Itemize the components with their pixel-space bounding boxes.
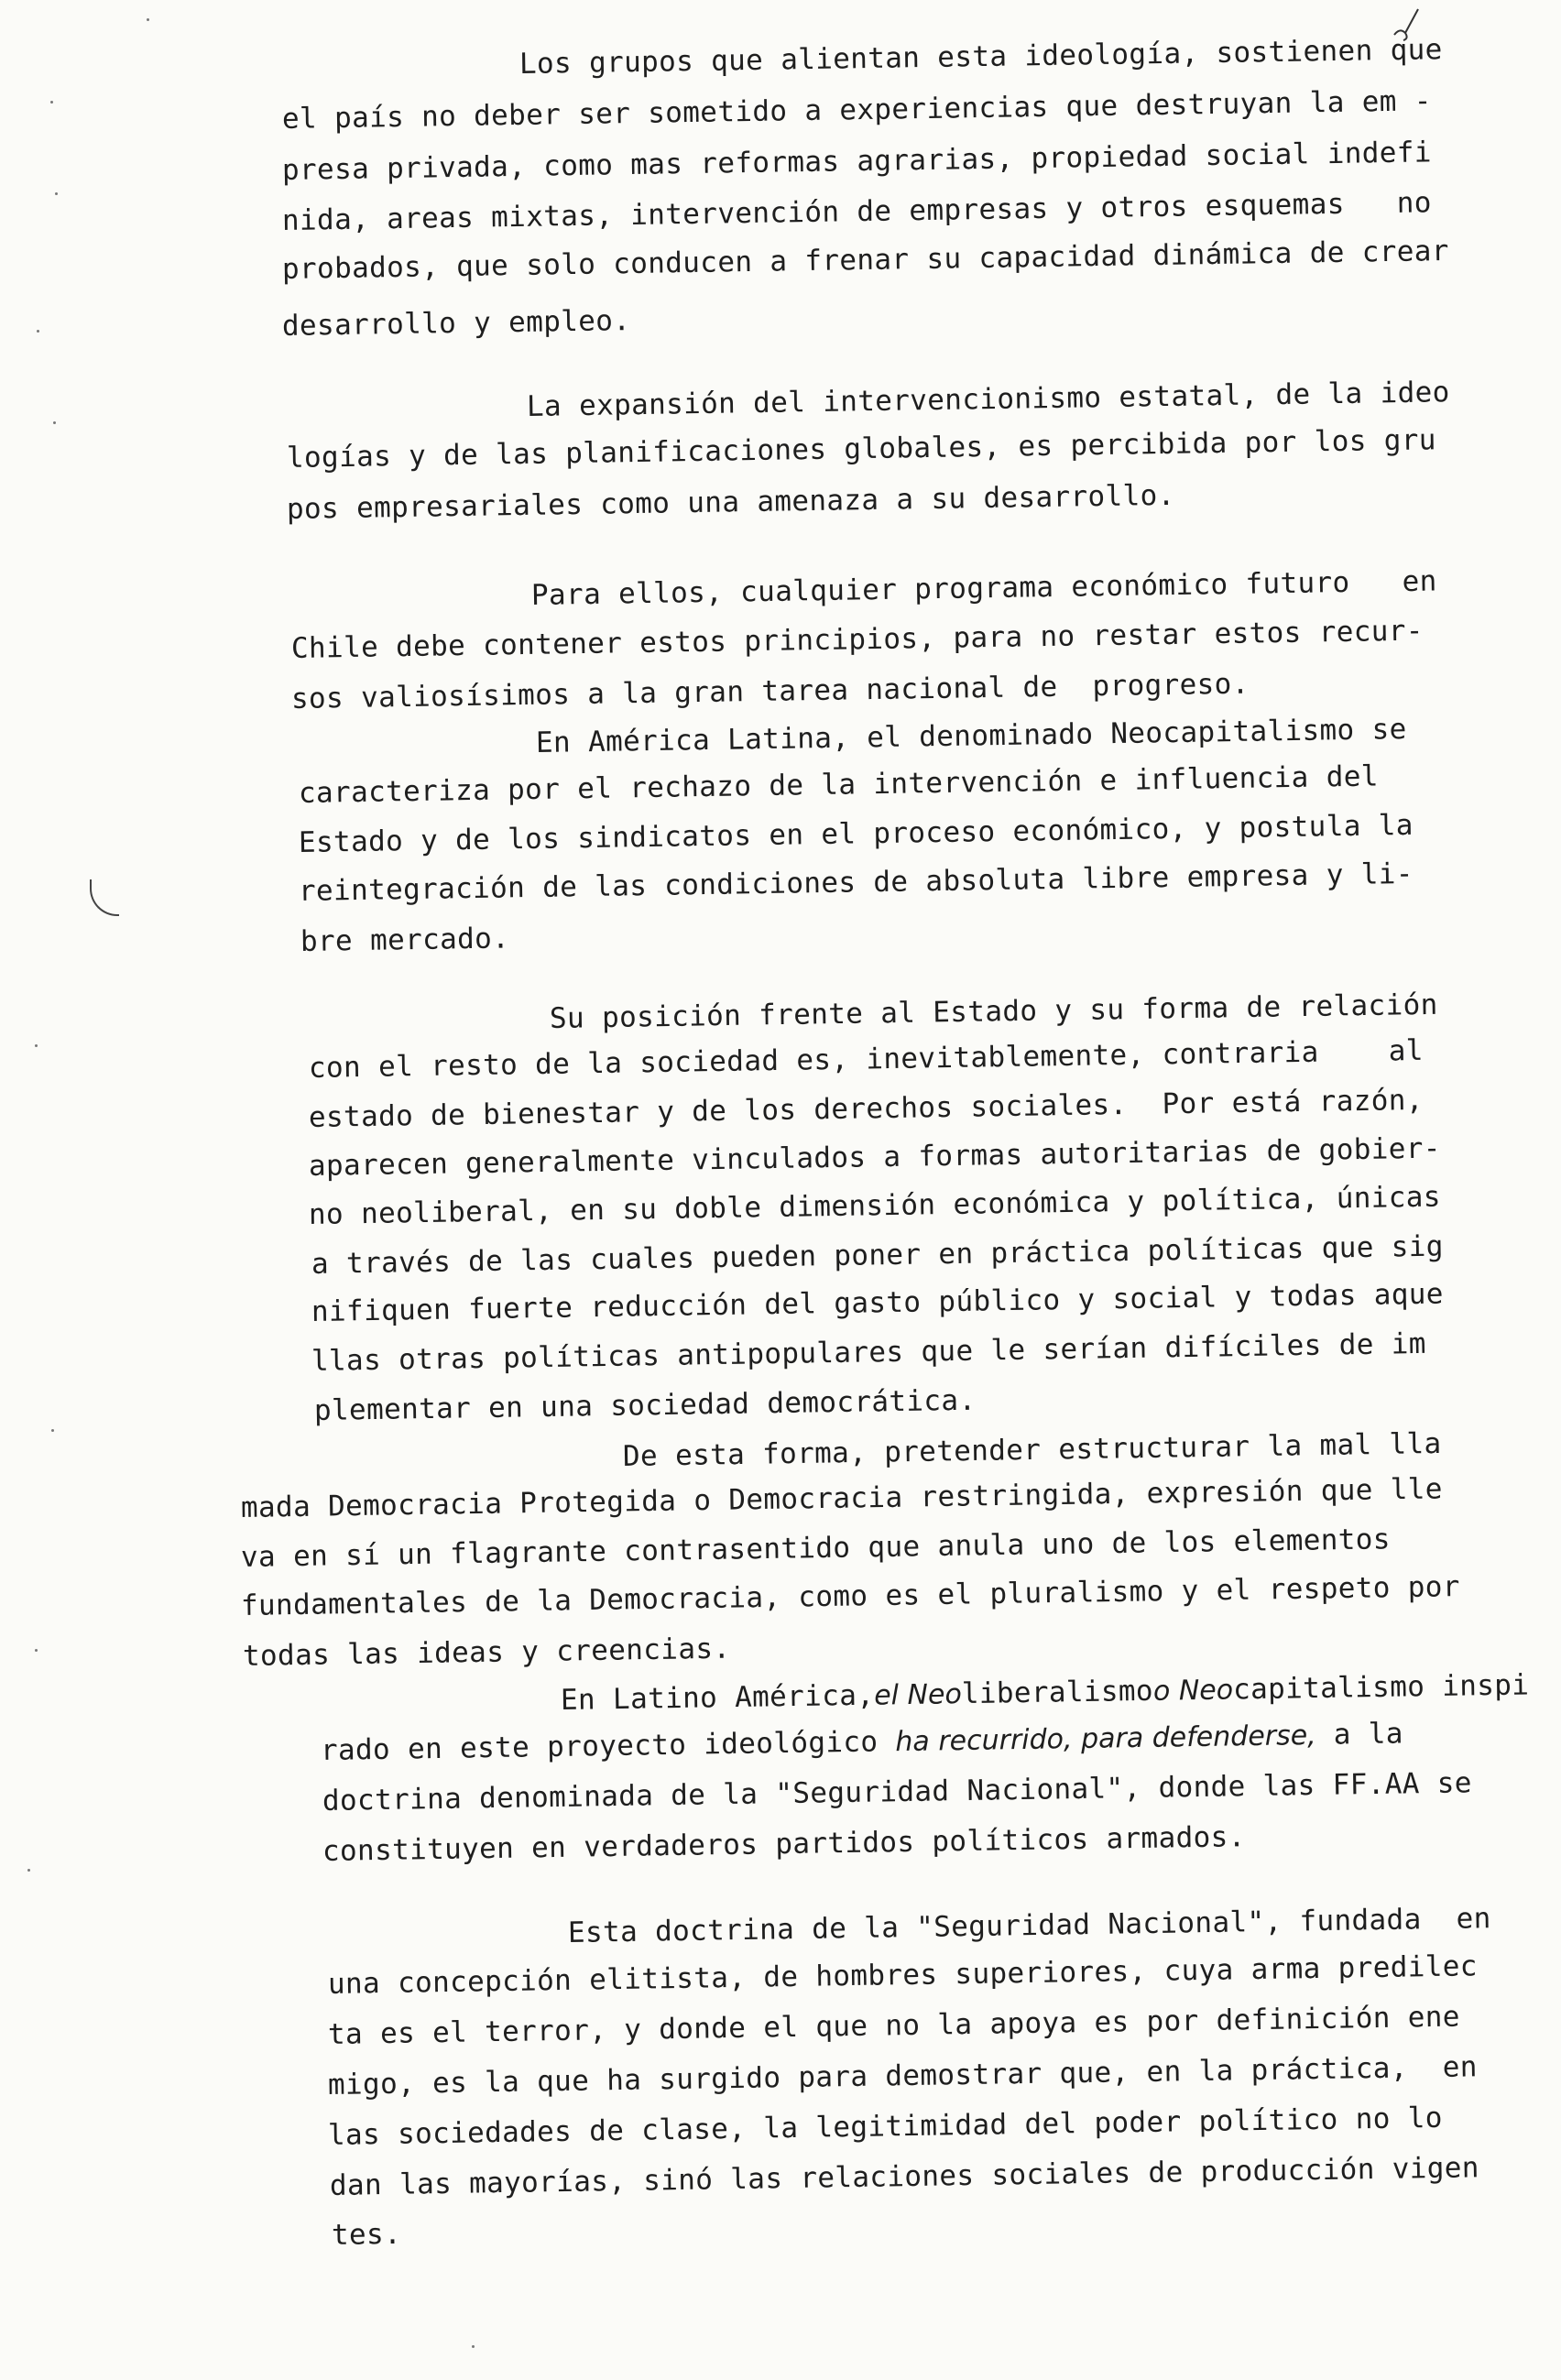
paragraph-4-line: En América Latina, el denominado Neocapitalismo se bbox=[535, 713, 1407, 759]
scan-speck bbox=[37, 330, 39, 333]
typed-text: liberalismo bbox=[961, 1674, 1154, 1711]
paragraph-1-line: presa privada, como mas reformas agrarias, propiedad social indefi bbox=[281, 136, 1433, 187]
typed-text: a la bbox=[1333, 1717, 1404, 1752]
paragraph-5-line: a través de las cuales pueden poner en práctica políticas que sig bbox=[311, 1229, 1445, 1281]
paragraph-6-line: fundamentales de la Democracia, como es el pluralismo y el respeto por bbox=[240, 1570, 1461, 1622]
scan-speck bbox=[27, 1869, 30, 1872]
paragraph-8-line: ta es el terror, y donde el que no la apoya es por definición ene bbox=[327, 2000, 1461, 2051]
paragraph-7-line bbox=[321, 1717, 1403, 1768]
paragraph-1-line: desarrollo y empleo. bbox=[281, 304, 631, 343]
paragraph-2-line: La expansión del intervencionismo estatal, de la ideo bbox=[526, 376, 1450, 423]
paragraph-1-line: nida, areas mixtas, intervención de empresas y otros esquemas no bbox=[281, 186, 1433, 237]
paragraph-5-line: plementar en una sociedad democrática. bbox=[313, 1383, 977, 1427]
paragraph-1-line: el país no deber ser sometido a experiencias que destruyan la em - bbox=[281, 84, 1433, 136]
paragraph-4-line: reintegración de las condiciones de absoluta libre empresa y li- bbox=[298, 857, 1414, 908]
paragraph-8-line: dan las mayorías, sinó las relaciones sociales de producción vigen bbox=[329, 2151, 1480, 2202]
paragraph-6-line: De esta forma, pretender estructurar la mal lla bbox=[622, 1426, 1442, 1473]
paragraph-5-line: aparecen generalmente vinculados a formas autoritarias de gobier- bbox=[308, 1131, 1442, 1183]
typed-text: rado en este proyecto ideológico bbox=[320, 1725, 879, 1767]
paragraph-6-line: mada Democracia Protegida o Democracia restringida, expresión que lle bbox=[240, 1472, 1444, 1524]
scan-speck bbox=[472, 2345, 475, 2348]
paragraph-5-line: no neoliberal, en su doble dimensión económica y política, únicas bbox=[308, 1180, 1442, 1231]
paragraph-4-line: Estado y de los sindicatos en el proceso económico, y postula la bbox=[298, 808, 1414, 859]
handwritten-insertion: ha recurrido, para defenderse, bbox=[895, 1719, 1316, 1759]
paragraph-8-line: migo, es la que ha surgido para demostrar que, en la práctica, en bbox=[327, 2050, 1479, 2102]
paragraph-5-line: con el resto de la sociedad es, inevitablemente, contraria al bbox=[308, 1033, 1425, 1085]
paragraph-5-line: estado de bienestar y de los derechos sociales. Por está razón, bbox=[308, 1083, 1425, 1134]
typed-text: En Latino América, bbox=[560, 1678, 875, 1717]
scan-speck bbox=[35, 1044, 38, 1047]
scan-speck bbox=[51, 1429, 54, 1432]
paragraph-4-line: bre mercado. bbox=[300, 922, 510, 958]
scan-speck bbox=[50, 101, 53, 104]
scan-speck bbox=[53, 421, 56, 424]
paragraph-7-line: doctrina denominada de la "Seguridad Nacional", donde las FF.AA se bbox=[322, 1766, 1473, 1818]
typed-text: capitalismo inspi bbox=[1232, 1668, 1530, 1707]
paragraph-8-line: tes. bbox=[331, 2217, 402, 2252]
paragraph-2-line: pos empresariales como una amenaza a su desarrollo. bbox=[286, 478, 1175, 526]
paragraph-7-line bbox=[561, 1668, 1530, 1718]
paragraph-4-line: caracteriza por el rechazo de la intervención e influencia del bbox=[298, 759, 1379, 810]
paragraph-1-line: probados, que solo conducen a frenar su capacidad dinámica de crear bbox=[281, 234, 1450, 286]
scan-speck bbox=[147, 18, 149, 21]
paragraph-8-line: las sociedades de clase, la legitimidad del poder político no lo bbox=[327, 2101, 1444, 2152]
handwritten-insertion: el Neo bbox=[873, 1678, 963, 1712]
paragraph-3-line: sos valiosísimos a la gran tarea nacional de progreso. bbox=[290, 667, 1250, 715]
paragraph-1-line: Los grupos que alientan esta ideología, sostienen que bbox=[519, 33, 1443, 81]
scan-speck bbox=[55, 192, 58, 195]
paragraph-6-line: todas las ideas y creencias. bbox=[242, 1632, 731, 1673]
paragraph-3-line: Para ellos, cualquier programa económico futuro en bbox=[530, 564, 1437, 612]
paragraph-5-line: llas otras políticas antipopulares que le serían difíciles de im bbox=[311, 1326, 1427, 1378]
paragraph-5-line: Su posición frente al Estado y su forma de relación bbox=[549, 988, 1438, 1035]
paragraph-2-line: logías y de las planificaciones globales, es percibida por los gru bbox=[286, 423, 1437, 475]
paragraph-8-line: una concepción elitista, de hombres superiores, cuya arma predilec bbox=[327, 1949, 1479, 2001]
paragraph-3-line: Chile debe contener estos principios, para no restar estos recur- bbox=[290, 614, 1425, 665]
paragraph-7-line: constituyen en verdaderos partidos políticos armados. bbox=[322, 1820, 1246, 1868]
paragraph-5-line: nifiquen fuerte reducción del gasto público y social y todas aque bbox=[311, 1277, 1445, 1328]
paragraph-8-line: Esta doctrina de la "Seguridad Nacional", fundada en bbox=[567, 1902, 1491, 1949]
paragraph-6-line: va en sí un flagrante contrasentido que anula uno de los elementos bbox=[240, 1523, 1392, 1574]
scan-speck bbox=[35, 1649, 38, 1652]
handwritten-insertion: o Neo bbox=[1152, 1674, 1234, 1708]
margin-bracket-mark bbox=[90, 879, 119, 916]
